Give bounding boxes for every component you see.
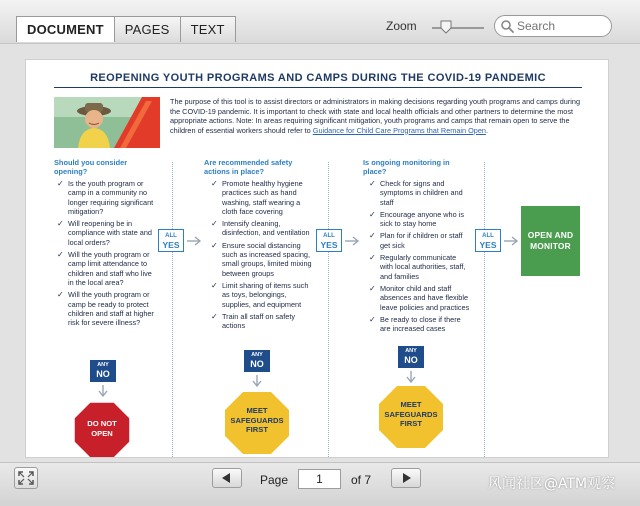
any-no-top: ANY (405, 348, 417, 354)
arrow-right-icon (344, 235, 360, 247)
sign-line-3: FIRST (400, 419, 422, 428)
all-yes-top: ALL (482, 233, 494, 239)
checklist-item (366, 179, 470, 207)
column-1-checklist (54, 179, 154, 330)
intro-text: The purpose of this tool is to assist directors or administrators in making decisions regarding youth programs and camps during the COVID-19 pandemic. It is important to check with state and local health officials and other partners to determine the most appropriate actions. Note: In areas requiring significant mitigation, youth programs and camps that remain open to serve the children of essential workers should refer to (170, 97, 581, 135)
all-yes-badge-3 (475, 229, 501, 252)
checklist-item-text: Promote healthy hygiene practices such as hand washing, staff wearing a cloth face covering (222, 179, 303, 216)
checklist-item (366, 284, 470, 312)
watermark: 风闻社区@ATM观察 (488, 476, 616, 492)
sign-line-1: DO NOT (87, 419, 117, 428)
tab-document[interactable]: DOCUMENT (16, 16, 115, 42)
sign-line-3: FIRST (246, 425, 268, 434)
checklist-item (366, 315, 470, 334)
stop-sign (73, 401, 131, 458)
checklist-item-text: Will the youth program or camp limit attendance to children and staff who live in the local area? (68, 250, 152, 287)
safeguards-sign-2 (378, 385, 444, 449)
check-icon: ✓ (57, 219, 64, 229)
checklist-item (366, 253, 470, 281)
all-yes-badge-1 (158, 229, 184, 252)
check-icon: ✓ (211, 179, 218, 188)
tab-pages[interactable]: PAGES (114, 16, 181, 42)
checklist-item (208, 179, 312, 216)
checklist-item-text: Plan for if children or staff get sick (380, 231, 463, 250)
previous-page-button[interactable] (212, 468, 242, 488)
checklist-item-text: Monitor child and staff absences and have flexible leave policies and practices (380, 283, 470, 312)
sign-line-1: MEET (400, 400, 422, 409)
page-number-input[interactable] (298, 469, 341, 489)
safeguards-sign-text (378, 400, 444, 429)
view-tabs (16, 16, 235, 42)
arrow-down-icon (405, 370, 417, 384)
any-no-top: ANY (251, 352, 263, 358)
any-no-badge-1 (90, 360, 116, 382)
check-icon: ✓ (57, 250, 64, 260)
fullscreen-button[interactable] (14, 467, 38, 489)
search-icon (500, 19, 515, 34)
column-divider (328, 162, 329, 457)
title-divider (54, 87, 582, 88)
column-divider (484, 162, 485, 457)
checklist-item-text: Is the youth program or camp in a community no longer requiring significant mitigation? (68, 179, 154, 216)
all-yes-bottom: YES (320, 240, 338, 250)
all-yes-badge-2 (316, 229, 342, 252)
checklist-item-text: Limit sharing of items such as toys, belongings, supplies, and equipment (222, 280, 309, 309)
any-no-bottom: NO (96, 369, 110, 379)
triangle-right-icon (392, 469, 420, 487)
checklist-item-text: Regularly communicate with local authorities, staff, and families (380, 253, 466, 281)
checklist-item-text: Encourage anyone who is sick to stay home (380, 209, 464, 229)
column-3-checklist (366, 179, 470, 336)
checklist-item (208, 312, 312, 331)
safeguards-sign-1 (224, 391, 290, 455)
any-no-top: ANY (97, 362, 109, 368)
checklist-item (54, 290, 154, 327)
guidance-link[interactable]: Guidance for Child Care Programs that Remain Open (312, 125, 486, 135)
all-yes-bottom: YES (479, 240, 497, 250)
checklist-item (208, 281, 312, 309)
all-yes-bottom: YES (162, 240, 180, 250)
stop-sign-text (73, 419, 131, 438)
checklist-item (366, 231, 470, 250)
next-page-button[interactable] (391, 468, 421, 488)
check-icon: ✓ (369, 179, 376, 188)
checklist-item-text: Will reopening be in compliance with state and local orders? (68, 219, 152, 247)
search-input[interactable] (517, 18, 607, 34)
checklist-item (208, 241, 312, 278)
all-yes-top: ALL (165, 233, 177, 239)
tab-text[interactable]: TEXT (180, 16, 236, 42)
checklist-item (54, 179, 154, 216)
checklist-item-text: Be ready to close if there are increased cases (380, 314, 461, 334)
open-box-line-2: MONITOR (530, 241, 571, 251)
sign-line-1: MEET (246, 406, 268, 415)
search-box[interactable] (494, 15, 612, 37)
check-icon: ✓ (369, 231, 376, 241)
open-box-line-1: OPEN AND (527, 230, 574, 240)
column-2-checklist (208, 179, 312, 333)
top-toolbar (0, 0, 640, 44)
checklist-item-text: Ensure social distancing such as increased spacing, small groups, limited mixing between groups (222, 240, 312, 278)
arrow-right-icon (503, 235, 519, 247)
check-icon: ✓ (211, 240, 218, 250)
any-no-bottom: NO (250, 359, 264, 369)
sign-line-2: SAFEGUARDS (230, 415, 284, 425)
check-icon: ✓ (211, 219, 218, 229)
checklist-item (366, 210, 470, 229)
arrow-right-icon (186, 235, 202, 247)
checklist-item (54, 219, 154, 247)
expand-icon (15, 468, 37, 488)
check-icon: ✓ (369, 253, 376, 263)
check-icon: ✓ (211, 280, 218, 290)
safeguards-sign-text (224, 406, 290, 435)
zoom-slider-thumb[interactable] (440, 20, 452, 34)
triangle-left-icon (213, 469, 241, 487)
page-title: REOPENING YOUTH PROGRAMS AND CAMPS DURING THE COVID-19 PANDEMIC (90, 72, 546, 84)
check-icon: ✓ (369, 314, 376, 324)
zoom-label: Zoom (386, 19, 417, 33)
check-icon: ✓ (211, 311, 218, 321)
all-yes-top: ALL (323, 233, 335, 239)
column-1-heading: Should you consider opening? (54, 158, 128, 176)
page-count: of 7 (351, 473, 372, 487)
open-and-monitor-box (521, 206, 580, 276)
arrow-down-icon (251, 374, 263, 388)
sign-line-2: OPEN (91, 428, 113, 438)
check-icon: ✓ (369, 209, 376, 219)
checklist-item (54, 250, 154, 287)
checklist-item (208, 219, 312, 238)
checklist-item-text: Train all staff on safety actions (222, 311, 296, 331)
column-3-heading: Is ongoing monitoring in place? (363, 158, 450, 176)
column-divider (172, 162, 173, 457)
sign-line-2: SAFEGUARDS (384, 409, 438, 419)
any-no-badge-2 (244, 350, 270, 372)
check-icon: ✓ (57, 290, 64, 300)
open-box-text (528, 230, 574, 252)
page-label: Page (260, 473, 289, 487)
intro-paragraph (170, 97, 590, 135)
any-no-badge-3 (398, 346, 424, 368)
checklist-item-text: Check for signs and symptoms in children and staff (380, 179, 463, 207)
checklist-item-text: Will the youth program or camp be ready to protect children and staff at higher risk for severe illness? (68, 290, 154, 328)
child-photo (54, 97, 160, 148)
any-no-bottom: NO (404, 355, 418, 365)
document-page (25, 59, 609, 458)
check-icon: ✓ (369, 283, 376, 293)
arrow-down-icon (97, 384, 109, 398)
checklist-item-text: Intensify cleaning, disinfection, and ventilation (222, 219, 310, 238)
check-icon: ✓ (57, 179, 64, 188)
intro-end: . (485, 125, 488, 135)
column-2-heading: Are recommended safety actions in place? (204, 158, 293, 176)
